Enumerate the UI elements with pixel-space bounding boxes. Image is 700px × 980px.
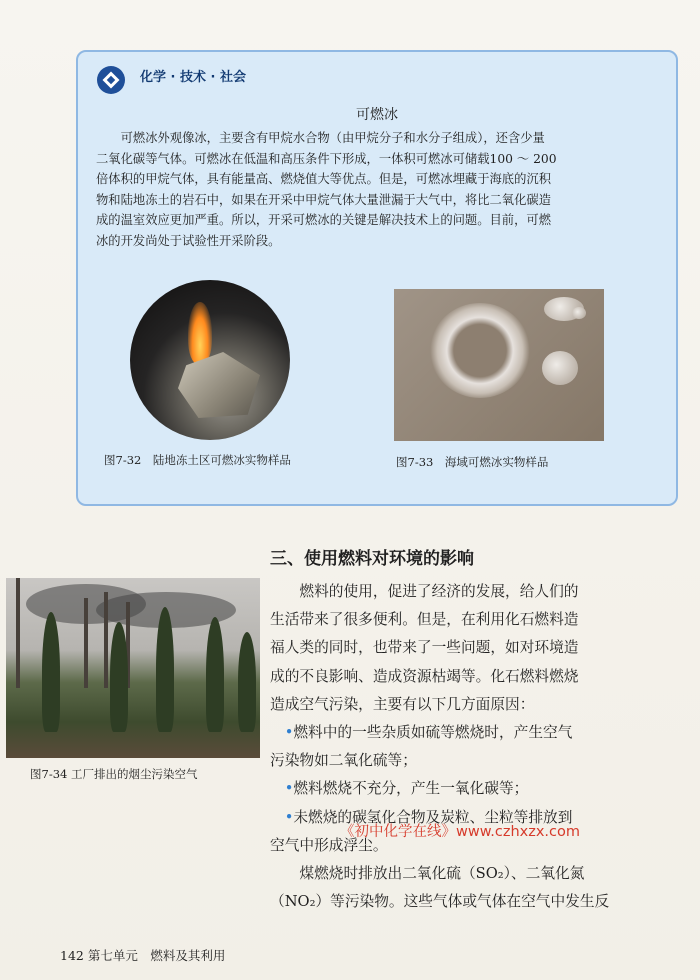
body-line: 燃料的使用，促进了经济的发展，给人们的 — [299, 583, 579, 600]
body-line: 煤燃烧时排放出二氧化硫（SO₂）、二氧化氮 — [299, 865, 585, 883]
section-logo-icon — [96, 65, 126, 95]
bullet-item: •燃料燃烧不充分，产生一氧化碳等； — [284, 780, 529, 798]
box-line: 可燃冰外观像冰，主要含有甲烷水合物（由甲烷分子和水分子组成），还含少量 — [120, 131, 545, 145]
body-line: 成的不良影响、造成资源枯竭等。化石燃料燃烧 — [270, 667, 579, 685]
box-paragraph — [96, 128, 660, 251]
box-header: 化学 · 技术 · 社会 — [140, 70, 246, 85]
chimney — [84, 598, 88, 688]
body-line: 污染物如二氧化硫等； — [270, 752, 417, 770]
box-line: 成的温室效应更加严重。所以，开采可燃冰的关键是解决技术上的问题。目前，可燃 — [96, 213, 551, 227]
foam-shape — [430, 303, 530, 398]
tree — [238, 632, 256, 732]
sidebar-box — [76, 50, 678, 506]
figure-caption-7-33: 图7-33 海域可燃冰实物样品 — [396, 455, 549, 469]
land-hydrate-photo — [130, 280, 290, 440]
box-line: 物和陆地冻土的岩石中，如果在开采中甲烷气体大量泄漏于大气中，将比二氧化碳造 — [96, 192, 551, 207]
body-paragraph — [270, 578, 682, 916]
bubble — [572, 307, 586, 319]
bubble — [542, 351, 578, 385]
tree — [110, 622, 128, 732]
body-line: 空气中形成浮尘。 — [270, 836, 388, 854]
body-line: 生活带来了很多便利。但是，在利用化石燃料造 — [270, 611, 579, 629]
figure-caption-7-32: 图7-32 陆地冻土区可燃冰实物样品 — [104, 453, 291, 467]
rock-shape — [178, 352, 260, 418]
tree — [206, 617, 224, 732]
chimney — [16, 578, 20, 688]
box-title: 可燃冰 — [356, 107, 398, 123]
tree — [156, 607, 174, 732]
bullet-icon: • — [284, 808, 294, 826]
sea-hydrate-photo — [394, 289, 604, 441]
page-footer: 142 第七单元 燃料及其利用 — [60, 948, 226, 963]
box-line: 冰的开发尚处于试验性开采阶段。 — [96, 233, 281, 248]
figure-caption-7-34: 图7-34 工厂排出的烟尘污染空气 — [30, 767, 198, 781]
bullet-item: •未燃烧的碳氢化合物及炭粒、尘粒等排放到 — [284, 808, 573, 826]
bullet-icon: • — [284, 724, 294, 742]
flame-shape — [188, 302, 212, 364]
watermark-text: 《初中化学在线》www.czhxzx.com — [340, 824, 580, 840]
section-heading: 三、使用燃料对环境的影响 — [270, 549, 474, 569]
chimney — [104, 592, 108, 688]
body-line: 福人类的同时，也带来了一些问题，如对环境造 — [270, 639, 579, 657]
tree — [42, 612, 60, 732]
bullet-item: •燃料中的一些杂质如硫等燃烧时，产生空气 — [284, 724, 573, 742]
box-line: 二氧化碳等气体。可燃冰在低温和高压条件下形成，一体积可燃冰可储载100 ～ 200 — [96, 151, 557, 166]
factory-photo — [6, 578, 260, 758]
box-line: 倍体积的甲烷气体，具有能量高、燃烧值大等优点。但是，可燃冰埋藏于海底的沉积 — [96, 172, 551, 186]
bullet-icon: • — [284, 780, 294, 798]
body-line: 造成空气污染，主要有以下几方面原因： — [270, 695, 535, 713]
body-line: （NO₂）等污染物。这些气体或气体在空气中发生反 — [270, 893, 610, 911]
